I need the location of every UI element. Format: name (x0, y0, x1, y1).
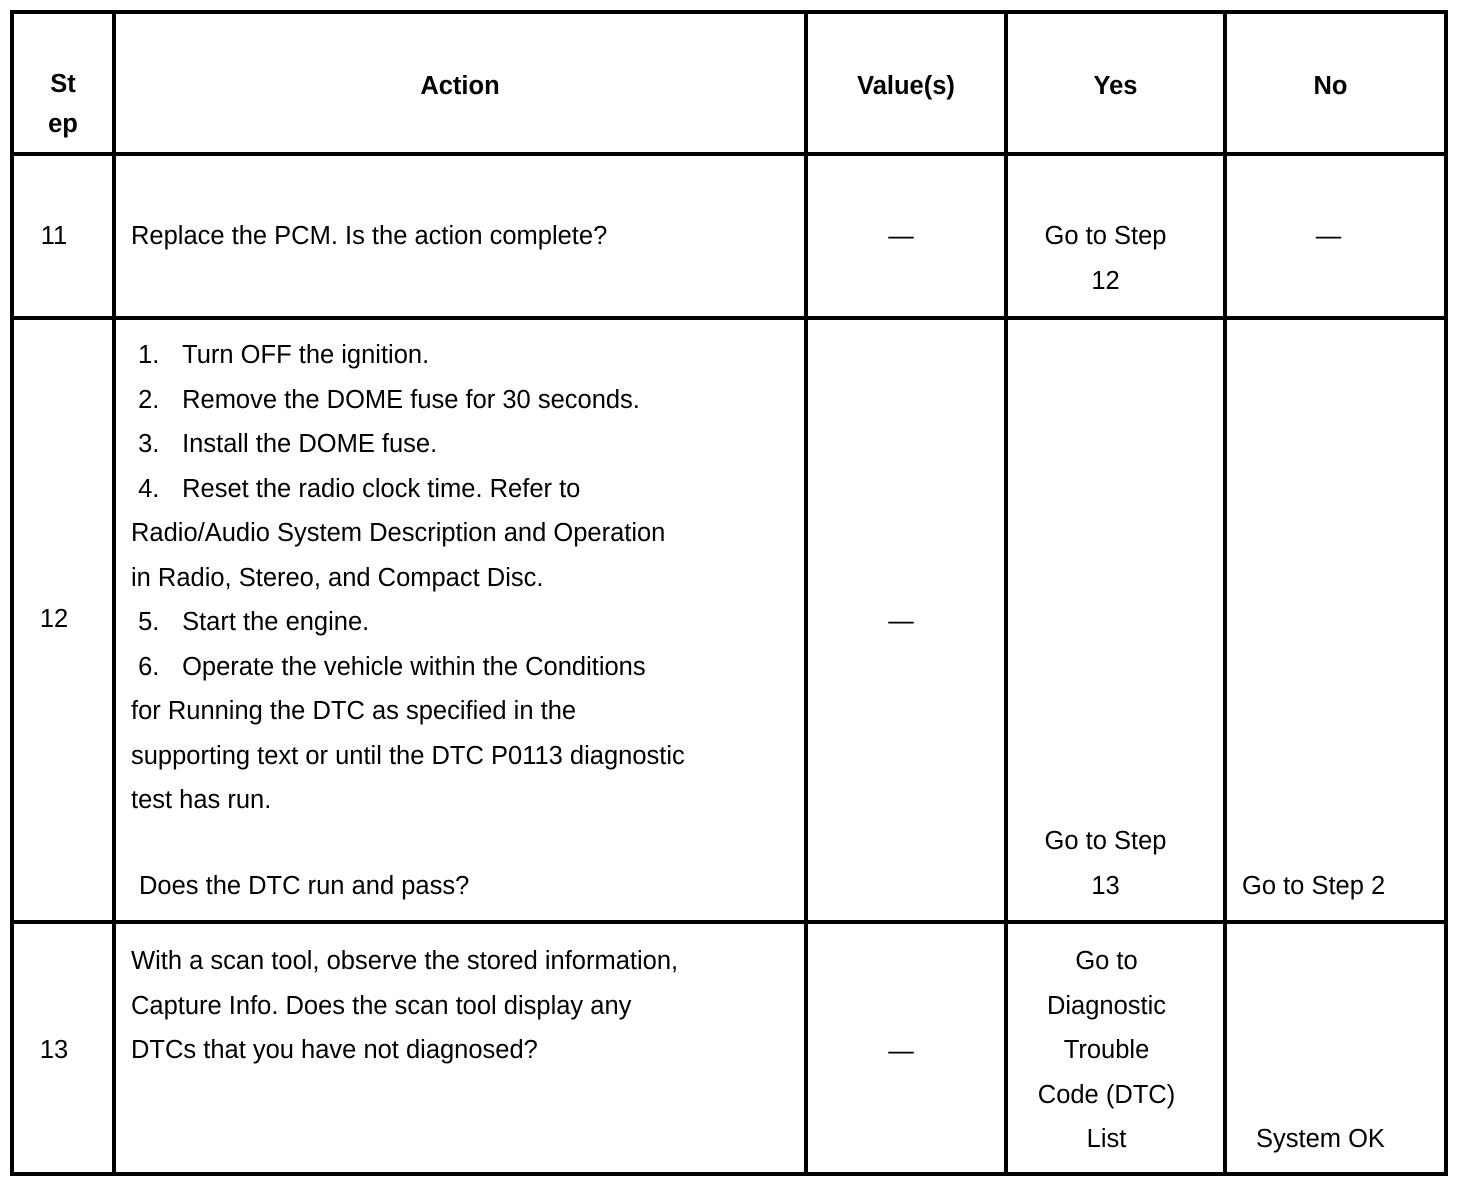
step-number: 13 (39, 1036, 69, 1064)
yes-cell: Go to Diagnostic Trouble Code (DTC) List (1037, 947, 1176, 1153)
row-divider (10, 152, 1448, 156)
action-text: With a scan tool, observe the stored information, Capture Info. Does the scan tool display any DTCs that you have not diagnosed? (131, 947, 679, 1064)
header-step: St ep (48, 70, 78, 138)
step-item: 4. Reset the radio clock time. Refer to (138, 474, 581, 503)
header-no: No (1313, 72, 1348, 100)
value-cell: — (888, 222, 914, 250)
no-cell: Go to Step 2 (1242, 872, 1386, 900)
header-action: Action (420, 72, 500, 100)
action-question: Does the DTC run and pass? (139, 872, 470, 900)
step-item: 2. Remove the DOME fuse for 30 seconds. (138, 385, 640, 414)
yes-cell: Go to Step 12 (1044, 222, 1167, 295)
action-steps: 1. Turn OFF the ignition. 2. Remove the DOME fuse for 30 seconds. 3. Install the DOME fuse. 4. Reset the radio clock time. Refer to Radio/Audio System Description and Operation in Radio, Stereo, and Compact Disc. 5. Start the engine. 6. Operate the vehicle within the Conditions for Running the DTC as specified in the supporting text or until the DTC P0113 diagnostic test has run. (131, 333, 685, 823)
row-divider (10, 920, 1448, 924)
yes-cell: Go to Step 13 (1044, 827, 1167, 900)
step-item: 6. Operate the vehicle within the Conditions (138, 652, 646, 681)
column-divider (112, 10, 116, 1176)
step-item: 3. Install the DOME fuse. (138, 430, 438, 458)
value-cell: — (888, 1037, 914, 1065)
no-cell: — (1315, 222, 1342, 250)
step-number: 12 (39, 605, 69, 633)
row-divider (10, 316, 1448, 320)
step-item: 5. Start the engine. (138, 608, 370, 636)
column-divider (1223, 10, 1227, 1176)
header-values: Value(s) (857, 72, 955, 100)
header-yes: Yes (1093, 72, 1138, 100)
step-number: 11 (40, 222, 68, 250)
action-text: Replace the PCM. Is the action complete? (131, 222, 608, 250)
step-item: 1. Turn OFF the ignition. (138, 341, 430, 369)
value-cell: — (888, 607, 914, 635)
no-cell: System OK (1256, 1125, 1385, 1153)
column-divider (804, 10, 808, 1176)
